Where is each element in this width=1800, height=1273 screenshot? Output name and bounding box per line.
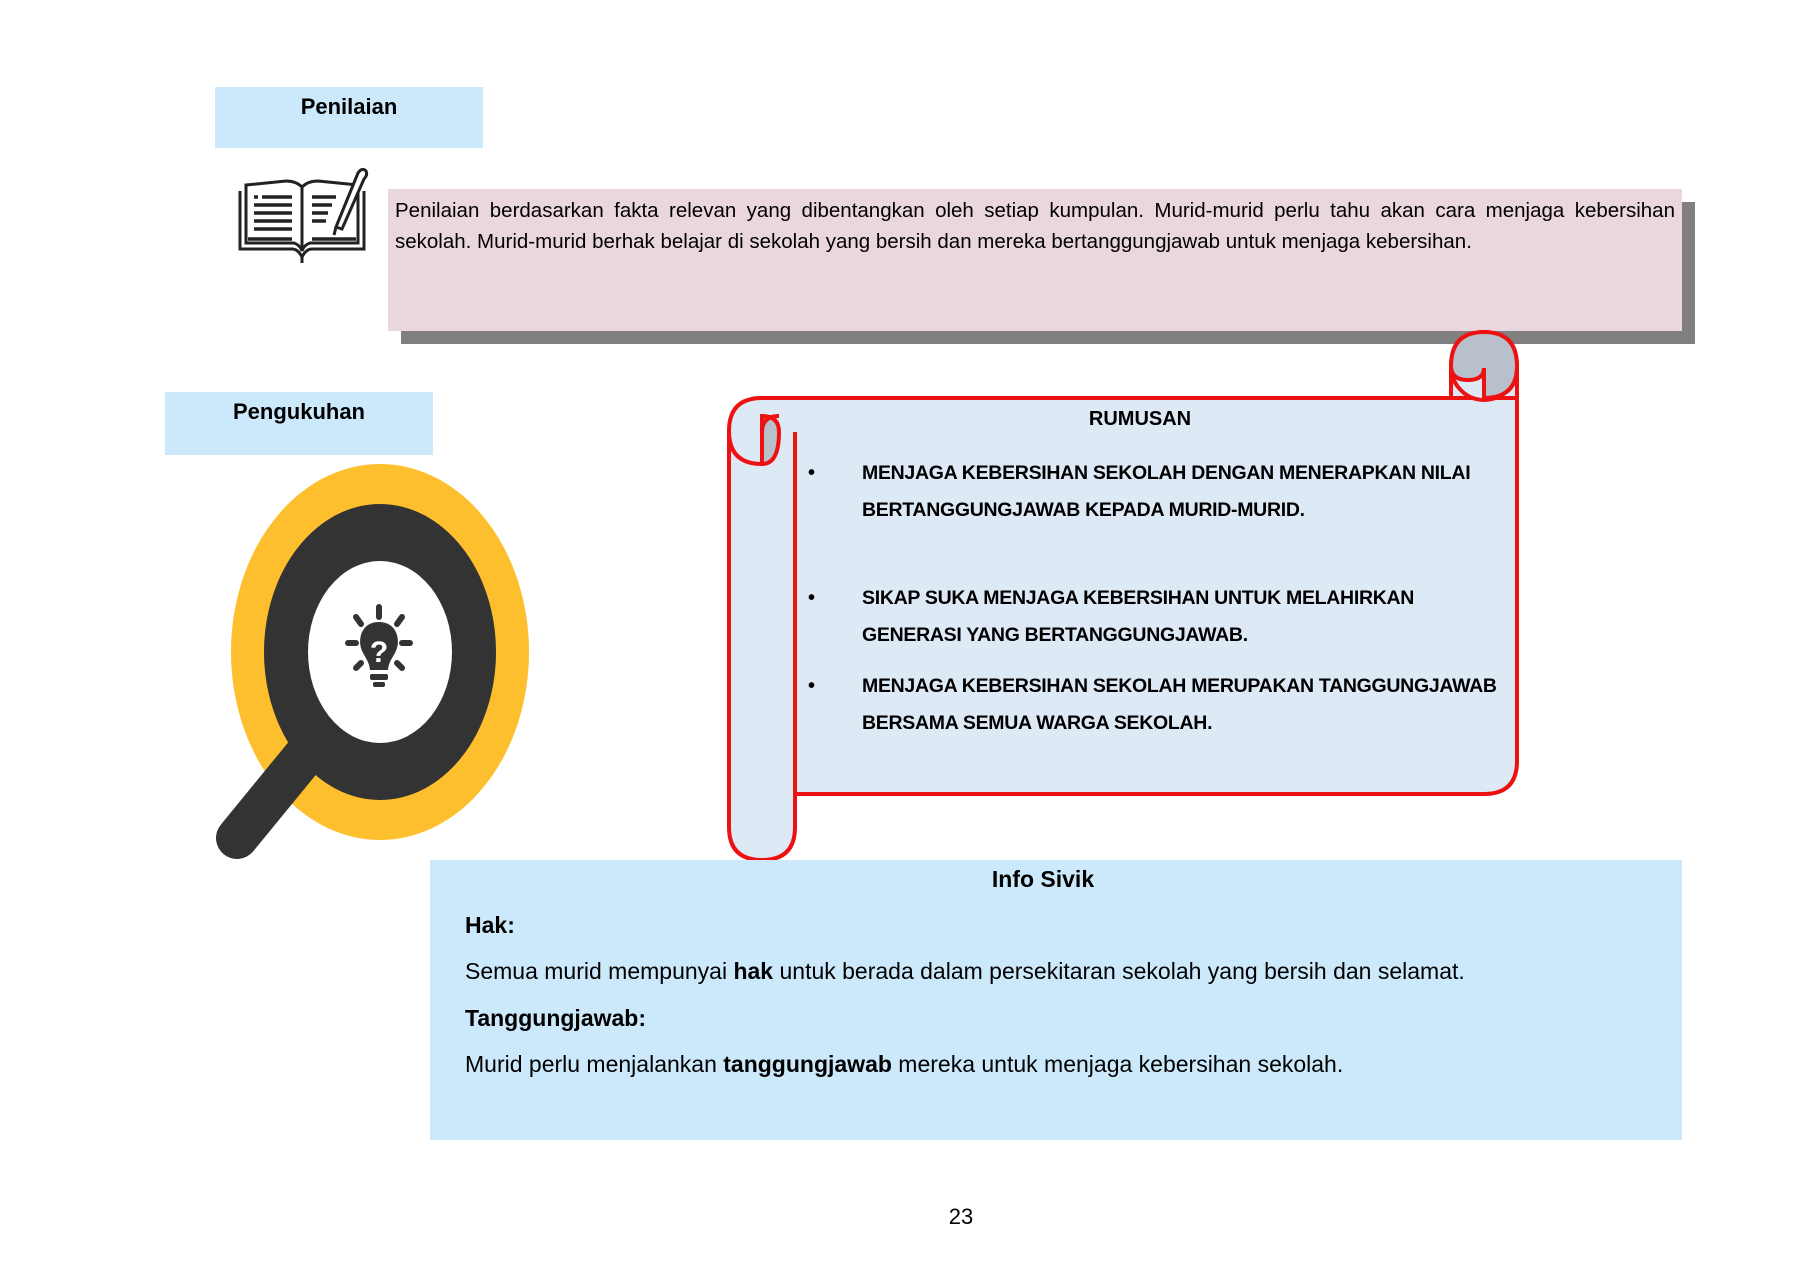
bullet-icon: •	[808, 587, 816, 609]
bullet-icon: •	[808, 462, 816, 484]
info-sivik-box	[430, 860, 1682, 1140]
svg-text:?: ?	[369, 636, 389, 669]
tj-text-post: mereka untuk menjaga kebersihan sekolah.	[891, 1051, 1344, 1077]
assessment-text-box	[388, 189, 1682, 331]
hak-text	[465, 958, 1465, 985]
hak-text-pre: Semua murid mempunyai	[465, 958, 734, 984]
rumusan-item: MENJAGA KEBERSIHAN SEKOLAH DENGAN MENERAPKAN NILAI BERTANGGUNGJAWAB KEPADA MURID-MURID.	[862, 462, 1471, 521]
page-number: 23	[948, 1204, 974, 1229]
rumusan-item: SIKAP SUKA MENJAGA KEBERSIHAN UNTUK MELAHIRKAN GENERASI YANG BERTANGGUNGJAWAB.	[862, 587, 1415, 646]
penilaian-heading: Penilaian	[215, 87, 483, 148]
tanggungjawab-label: Tanggungjawab:	[465, 1005, 647, 1031]
info-sivik-title: Info Sivik	[991, 866, 1095, 892]
pengukuhan-heading: Pengukuhan	[165, 392, 433, 455]
tanggungjawab-text	[465, 1051, 1343, 1078]
tj-text-bold: tanggungjawab	[723, 1051, 892, 1077]
rumusan-title: RUMUSAN	[1088, 408, 1192, 430]
bullet-icon: •	[808, 675, 816, 697]
rumusan-item: MENJAGA KEBERSIHAN SEKOLAH MERUPAKAN TANGGUNGJAWAB BERSAMA SEMUA WARGA SEKOLAH.	[862, 675, 1497, 734]
tj-text-pre: Murid perlu menjalankan	[465, 1051, 724, 1077]
hak-text-post: untuk berada dalam persekitaran sekolah yang bersih dan selamat.	[773, 958, 1465, 984]
book-pen-icon	[232, 165, 372, 269]
assessment-text: Penilaian berdasarkan fakta relevan yang dibentangkan oleh setiap kumpulan. Murid-murid perlu tahu akan cara menjaga kebersihan sekolah. Murid-murid berhak belajar di sekolah yang bersih dan mereka bertanggungjawab untuk menjaga kebersihan.	[395, 199, 1675, 253]
hak-label: Hak:	[465, 912, 515, 938]
magnifier-lightbulb-question-icon	[200, 455, 540, 865]
hak-text-bold: hak	[733, 958, 774, 984]
